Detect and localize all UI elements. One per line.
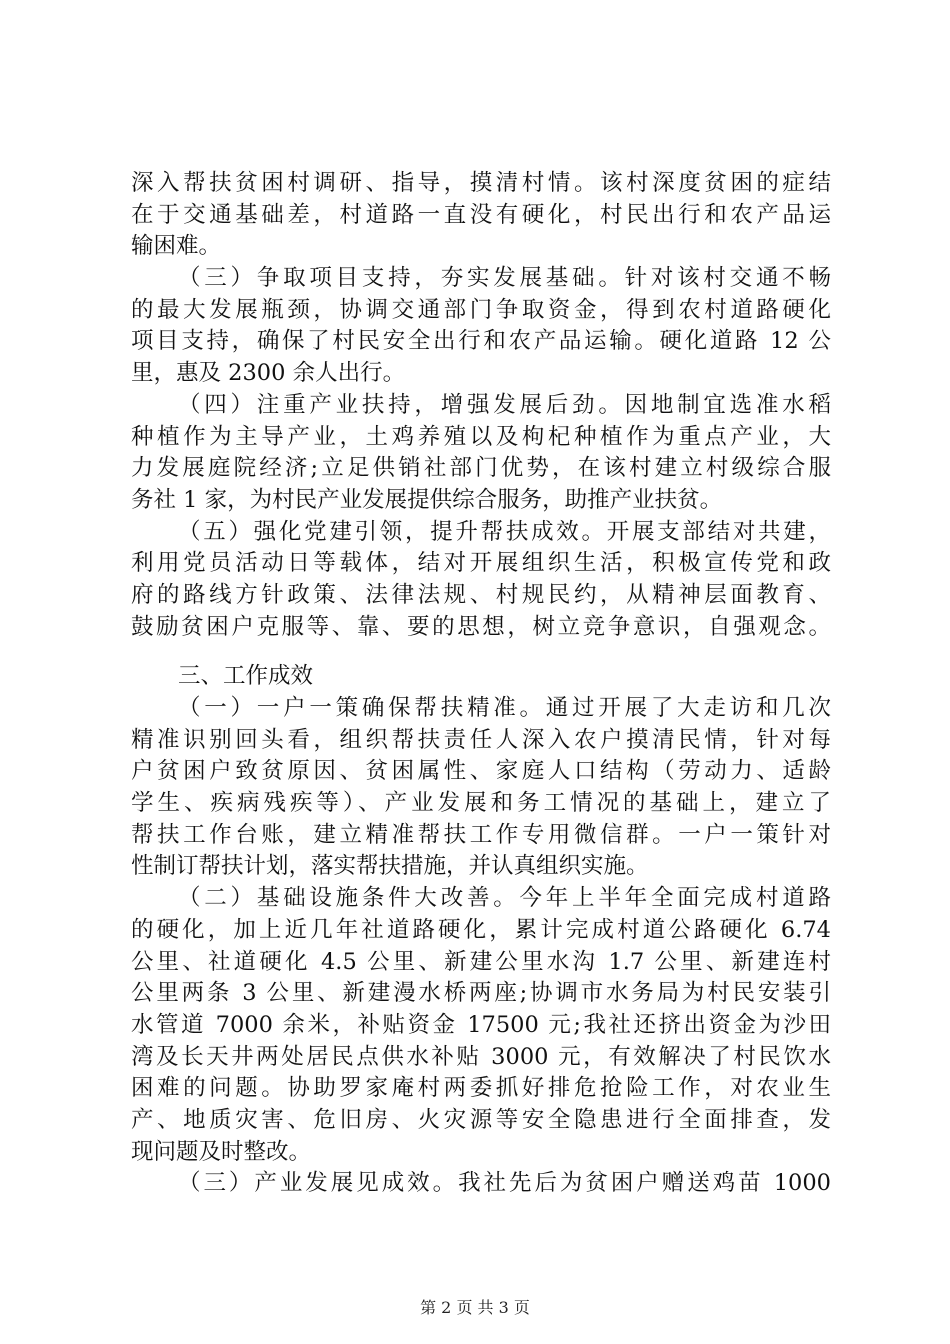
text-line: 务社 1 家，为村民产业发展提供综合服务，助推产业扶贫。: [131, 486, 723, 513]
text-line: 公里、社道硬化 4.5 公里、新建公里水沟 1.7 公里、新建连村: [131, 948, 831, 975]
section-heading: 三、工作成效: [178, 663, 314, 690]
text-line: 湾及长天井两处居民点供水补贴 3000 元，有效解决了村民饮水: [131, 1043, 831, 1070]
paragraph-block-results: [131, 693, 831, 1200]
text-line: 帮扶工作台账，建立精准帮扶工作专用微信群。一户一策针对: [131, 821, 831, 848]
text-line: 学生、疾病残疾等）、产业发展和务工情况的基础上，建立了: [131, 790, 831, 817]
document-body: [131, 168, 831, 1200]
text-line: （五）强化党建引领，提升帮扶成效。开展支部结对共建，: [178, 518, 831, 545]
text-line: （三）产业发展见成效。我社先后为贫困户赠送鸡苗 1000: [178, 1170, 831, 1197]
text-line: 水管道 7000 余米，补贴资金 17500 元;我社还挤出资金为沙田: [131, 1011, 831, 1038]
text-line: 项目支持，确保了村民安全出行和农产品运输。硬化道路 12 公: [131, 328, 831, 355]
text-line: （一）一户一策确保帮扶精准。通过开展了大走访和几次: [178, 695, 831, 721]
text-line: 里，惠及 2300 余人出行。: [131, 360, 406, 387]
paragraph-block-measures: [131, 168, 831, 643]
text-line: 在于交通基础差，村道路一直没有硬化，村民出行和农产品运: [131, 201, 831, 228]
text-line: 的最大发展瓶颈，协调交通部门争取资金，得到农村道路硬化: [131, 296, 831, 323]
text-line: （二）基础设施条件大改善。今年上半年全面完成村道路: [178, 885, 831, 912]
text-line: 户贫困户致贫原因、贫困属性、家庭人口结构（劳动力、适龄: [131, 758, 831, 785]
text-line: 公里两条 3 公里、新建漫水桥两座;协调市水务局为村民安装引: [131, 980, 831, 1007]
page-footer: 第 2 页 共 3 页: [420, 1298, 530, 1317]
text-line: 深入帮扶贫困村调研、指导，摸清村情。该村深度贫困的症结: [131, 170, 831, 196]
text-line: （三）争取项目支持，夯实发展基础。针对该村交通不畅: [178, 265, 831, 292]
text-line: （四）注重产业扶持，增强发展后劲。因地制宜选准水稻: [178, 391, 831, 418]
text-line: 府的路线方针政策、法律法规、村规民约，从精神层面教育、: [131, 581, 831, 608]
text-line: 输困难。: [131, 233, 222, 260]
section-gap: [131, 643, 831, 661]
text-line: 精准识别回头看，组织帮扶责任人深入农户摸清民情，针对每: [131, 726, 831, 753]
text-line: 种植作为主导产业，土鸡养殖以及枸杞种植作为重点产业，大: [131, 423, 831, 450]
text-line: 力发展庭院经济;立足供销社部门优势，在该村建立村级综合服: [131, 455, 831, 482]
text-line: 现问题及时整改。: [131, 1138, 312, 1165]
text-line: 性制订帮扶计划，落实帮扶措施，并认真组织实施。: [131, 853, 649, 880]
text-line: 的硬化，加上近几年社道路硬化，累计完成村道公路硬化 6.74: [131, 916, 831, 943]
text-line: 利用党员活动日等载体，结对开展组织生活，积极宣传党和政: [131, 550, 831, 577]
text-line: 鼓励贫困户克服等、靠、要的思想，树立竞争意识，自强观念。: [131, 613, 831, 640]
text-line: 产、地质灾害、危旧房、火灾源等安全隐患进行全面排查，发: [131, 1106, 831, 1133]
text-line: 困难的问题。协助罗家庵村两委抓好排危抢险工作，对农业生: [131, 1075, 831, 1102]
